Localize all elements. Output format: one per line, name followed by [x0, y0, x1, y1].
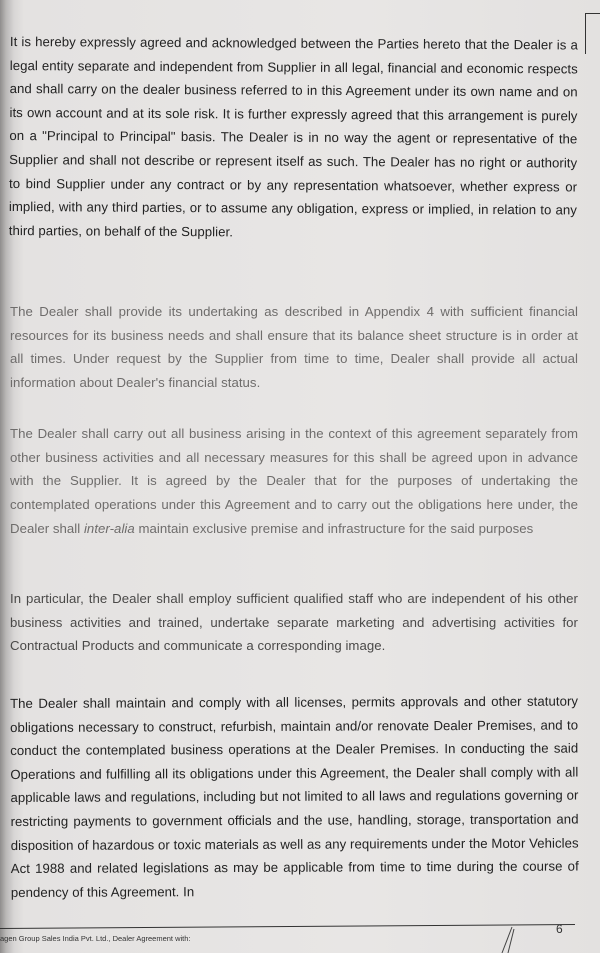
paragraph-licenses-compliance: The Dealer shall maintain and comply with all licenses, permits approvals and other statutory obligations necessary to construct, refurbish, maintain and/or renovate Dealer Premises, and to conduct the contemplated business operations at the Dealer Premises. In conducting the said Operations and fulfilling all its obligations under this Agreement, the Dealer shall comply with all applicable laws and regulations, including but not limited to all laws and regulations governing or restricting payments to government officials and the use, handling, storage, transportation and disposition of hazardous or toxic materials as well as any requirements under the Motor Vehicles Act 1988 and related legislations as may be applicable from time to time during the course of pendency of this Agreement. In	[10, 693, 579, 900]
footer-company-text: agen Group Sales India Pvt. Ltd., Dealer Agreement with:	[0, 934, 191, 943]
signature-mark	[498, 925, 528, 953]
italic-term: inter-alia	[83, 520, 135, 536]
paragraph-text: The Dealer shall carry out all business arising in the context of this agreement separately from other business activities and all necessary measures for this shall be agreed upon in advance with the Supplier. It is agreed by the Dealer that for the purposes of undertaking the contemplated operations under this Agreement and to carry out the obligations here under, the Dealer shall	[10, 426, 578, 536]
page-number: 6	[556, 922, 563, 936]
paragraph-separate-business	[10, 422, 578, 540]
paragraph-text: maintain exclusive premise and infrastructure for the said purposes	[134, 520, 534, 536]
paragraph-qualified-staff: In particular, the Dealer shall employ sufficient qualified staff who are independent of his other business activities and trained, undertake separate marketing and advertising activities for Contractual Products and communicate a corresponding image.	[10, 591, 578, 654]
paragraph-financial-resources: The Dealer shall provide its undertaking as described in Appendix 4 with sufficient financial resources for its business needs and shall ensure that its balance sheet structure is in order at all times. Under request by the Supplier from time to time, Dealer shall provide all actual information about Dealer's financial status.	[10, 304, 578, 390]
paragraph-principal-basis: It is hereby expressly agreed and acknowledged between the Parties hereto that the Dealer is a legal entity separate and independent from Supplier in all legal, financial and economic respects and shall carry on the dealer business referred to in this Agreement under its own name and on its own account and at its sole risk. It is further expressly agreed that this arrangement is purely on a "Principal to Principal" basis. The Dealer is in no way the agent or representative of the Supplier and shall not describe or represent itself as such. The Dealer has no right or authority to bind Supplier under any contract or by any representation whatsoever, whether express or implied, with any third parties, or to assume any obligation, express or implied, in relation to any third parties, on behalf of the Supplier.	[8, 34, 578, 240]
corner-bracket-mark	[585, 13, 600, 54]
footer-divider	[0, 924, 575, 929]
